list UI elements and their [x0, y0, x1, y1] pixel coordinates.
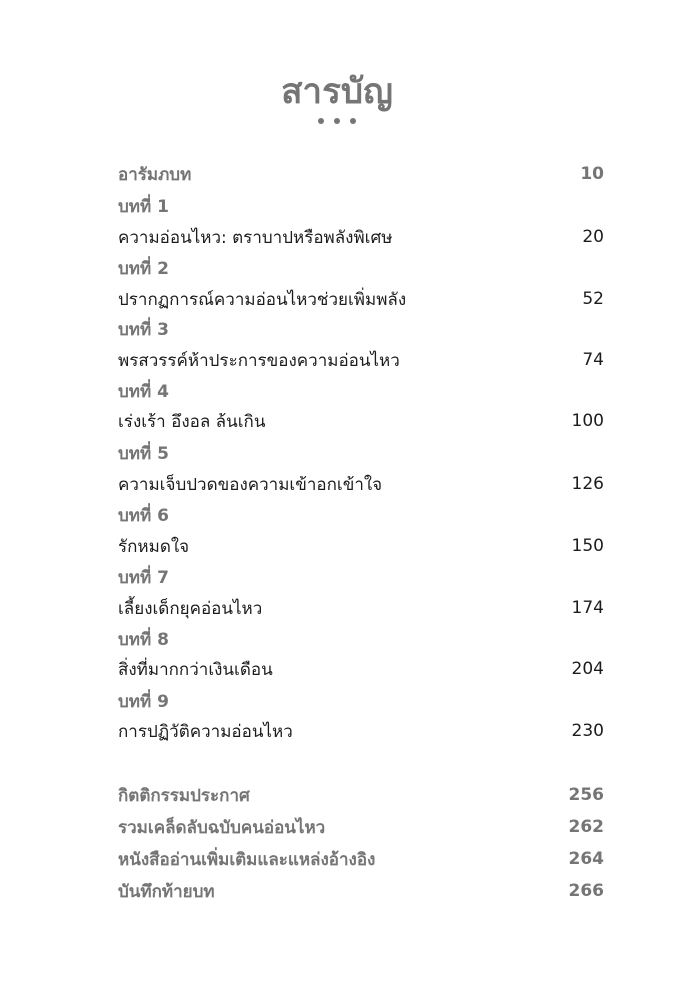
- toc-entry-label: ปรากฏการณ์ความอ่อนไหวช่วยเพิ่มพลัง: [118, 289, 407, 310]
- toc-entry-intro[interactable]: [118, 161, 604, 187]
- toc-entry-chapter-3[interactable]: [118, 347, 604, 373]
- toc-entry-page: 174: [571, 598, 604, 618]
- title-ornament: [0, 118, 674, 124]
- toc-entry-label: ความเจ็บปวดของความเข้าอกเข้าใจ: [118, 474, 383, 495]
- toc-entry-page: 20: [582, 227, 604, 247]
- chapter-heading: [118, 502, 604, 528]
- toc-entry-chapter-9[interactable]: [118, 718, 604, 744]
- toc-entry-page: 150: [571, 536, 604, 556]
- chapter-number: บทที่ 1: [118, 196, 169, 217]
- chapter-heading: [118, 440, 604, 466]
- toc-entry-page: 266: [568, 881, 604, 901]
- ornament-dot: [318, 118, 324, 124]
- chapter-number: บทที่ 6: [118, 505, 169, 526]
- ornament-dot: [350, 118, 356, 124]
- chapter-number: บทที่ 8: [118, 629, 169, 650]
- toc-entry-page: 264: [568, 849, 604, 869]
- chapter-number: บทที่ 2: [118, 258, 169, 279]
- toc-entry-label: รักหมดใจ: [118, 536, 190, 557]
- toc-entry-chapter-7[interactable]: [118, 595, 604, 621]
- toc-entry-label: หนังสืออ่านเพิ่มเติมและแหล่งอ้างอิง: [118, 849, 376, 870]
- toc-entry-endnotes[interactable]: [118, 878, 604, 904]
- toc-entry-page: 204: [571, 659, 604, 679]
- chapter-number: บทที่ 9: [118, 691, 169, 712]
- toc-entry-tips[interactable]: [118, 814, 604, 840]
- toc-entry-label: บันทึกท้ายบท: [118, 881, 215, 902]
- toc-entry-chapter-5[interactable]: [118, 471, 604, 497]
- chapter-number: บทที่ 3: [118, 319, 169, 340]
- toc-entry-page: 256: [568, 785, 604, 805]
- toc-entry-page: 100: [571, 411, 604, 431]
- chapter-heading: [118, 316, 604, 342]
- chapter-heading: [118, 688, 604, 714]
- chapter-number: บทที่ 7: [118, 567, 169, 588]
- toc-entry-page: 230: [571, 721, 604, 741]
- chapter-heading: [118, 626, 604, 652]
- toc-entry-acknowledgements[interactable]: [118, 782, 604, 808]
- toc-entry-chapter-1[interactable]: [118, 224, 604, 250]
- page-title: สารบัญ: [281, 72, 393, 112]
- toc-entry-label: อารัมภบท: [118, 164, 192, 185]
- toc-entry-references[interactable]: [118, 846, 604, 872]
- toc-entry-page: 74: [582, 350, 604, 370]
- toc-entry-label: สิ่งที่มากกว่าเงินเดือน: [118, 659, 273, 680]
- toc-entry-label: การปฏิวัติความอ่อนไหว: [118, 721, 293, 742]
- toc-entry-label: เร่งเร้า อึงอล ล้นเกิน: [118, 411, 266, 432]
- chapter-heading: [118, 193, 604, 219]
- toc-entry-chapter-4[interactable]: [118, 408, 604, 434]
- toc-entry-page: 126: [571, 474, 604, 494]
- toc-entry-label: ความอ่อนไหว: ตราบาปหรือพลังพิเศษ: [118, 227, 393, 248]
- toc-entry-label: กิตติกรรมประกาศ: [118, 785, 250, 806]
- chapter-heading: [118, 564, 604, 590]
- toc-entry-chapter-8[interactable]: [118, 656, 604, 682]
- toc-entry-page: 10: [580, 164, 604, 184]
- ornament-dot: [334, 118, 340, 124]
- toc-entry-label: รวมเคล็ดลับฉบับคนอ่อนไหว: [118, 817, 326, 838]
- toc-entry-label: พรสวรรค์ห้าประการของความอ่อนไหว: [118, 350, 400, 371]
- chapter-number: บทที่ 4: [118, 381, 169, 402]
- chapter-heading: [118, 378, 604, 404]
- toc-entry-page: 52: [582, 289, 604, 309]
- toc-entry-page: 262: [568, 817, 604, 837]
- chapter-heading: [118, 255, 604, 281]
- chapter-number: บทที่ 5: [118, 443, 169, 464]
- toc-entry-chapter-2[interactable]: [118, 286, 604, 312]
- toc-entry-chapter-6[interactable]: [118, 533, 604, 559]
- toc-entry-label: เลี้ยงเด็กยุคอ่อนไหว: [118, 598, 263, 619]
